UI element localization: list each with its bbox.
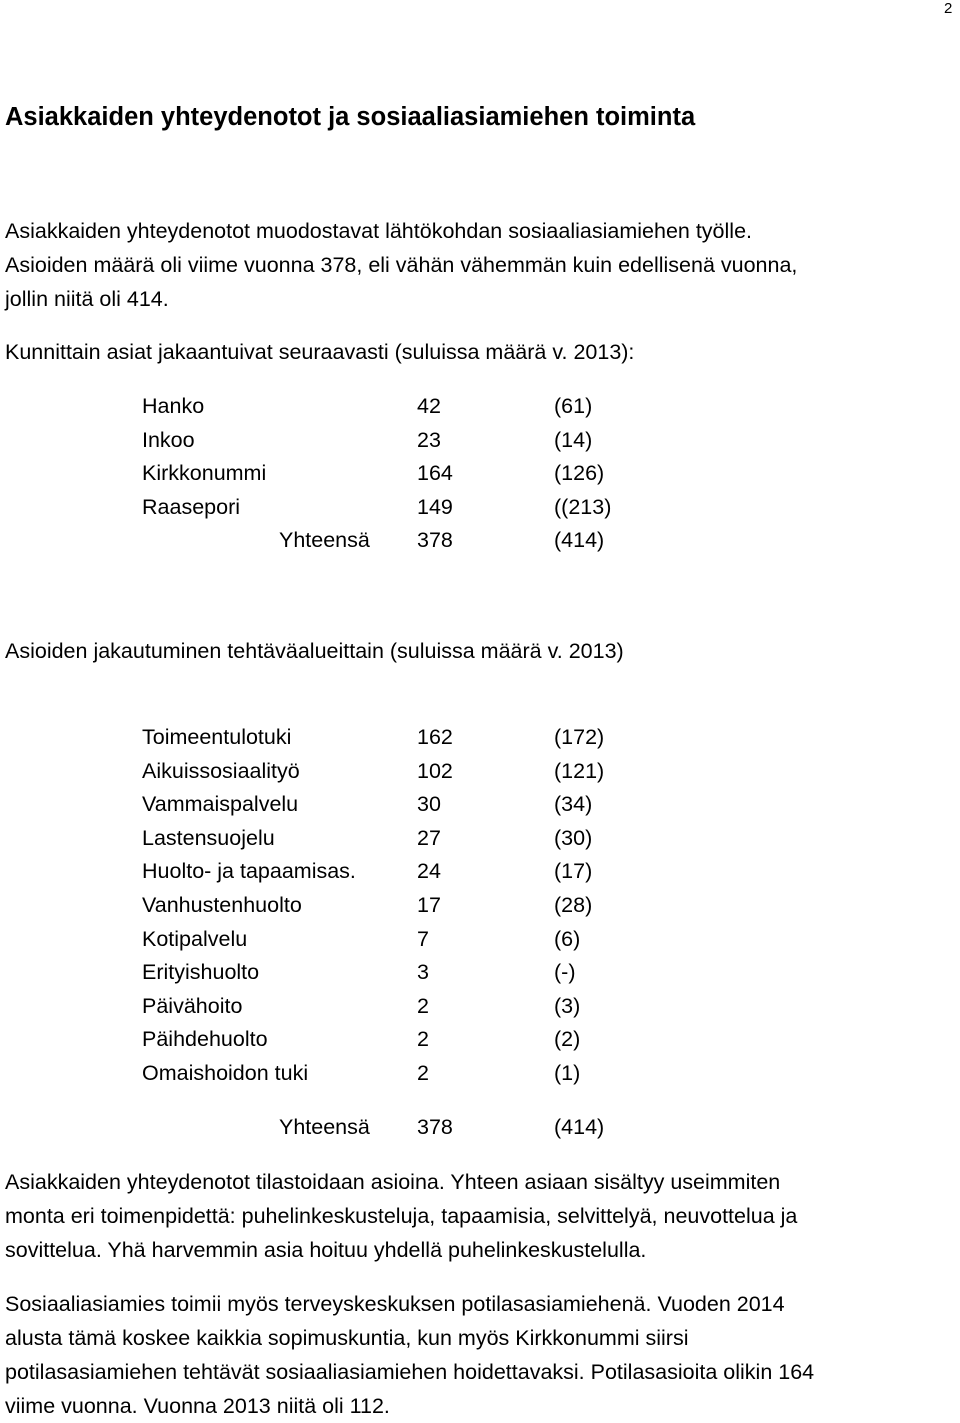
row-value: 30	[417, 792, 441, 817]
row-value: 24	[417, 859, 441, 884]
row-name: Kotipalvelu	[142, 926, 248, 951]
row-name: Päihdehuolto	[142, 1027, 268, 1052]
total-label: Yhteensä	[279, 528, 370, 553]
row-value: 3	[417, 960, 429, 985]
paragraph-line: monta eri toimenpidettä: puhelinkeskusteluja, tapaamisia, selvittelyä, neuvottelua ja	[5, 1204, 798, 1228]
row-name: Kirkkonummi	[142, 461, 267, 486]
paragraph-line: potilasasiamiehen tehtävät sosiaaliasiamiehen hoidettavaksi. Potilasasioita olikin 164	[5, 1360, 815, 1384]
row-value: 2	[417, 1060, 429, 1085]
row-previous: (126)	[554, 461, 605, 486]
intro-paragraph	[5, 214, 797, 316]
total-previous: (414)	[554, 528, 605, 553]
task-heading: Asioiden jakautuminen tehtäväalueittain (suluissa määrä v. 2013)	[5, 639, 624, 663]
row-name: Omaishoidon tuki	[142, 1060, 309, 1085]
row-previous: (17)	[554, 859, 593, 884]
statistics-paragraph	[5, 1165, 797, 1267]
row-value: 23	[417, 427, 441, 452]
intro-line: Asiakkaiden yhteydenotot muodostavat lähtökohdan sosiaaliasiamiehen työlle.	[5, 219, 752, 243]
row-previous: (121)	[554, 758, 605, 783]
row-value: 27	[417, 825, 441, 850]
row-previous: (1)	[554, 1060, 581, 1085]
paragraph-line: viime vuonna. Vuonna 2013 niitä oli 112.	[5, 1394, 390, 1418]
row-name: Inkoo	[142, 427, 195, 452]
intro-line: jollin niitä oli 414.	[5, 287, 169, 311]
intro-line: Asioiden määrä oli viime vuonna 378, eli vähän vähemmän kuin edellisenä vuonna,	[5, 253, 798, 277]
row-value: 149	[417, 494, 453, 519]
row-previous: (3)	[554, 993, 581, 1018]
row-value: 2	[417, 993, 429, 1018]
row-previous: ((213)	[554, 494, 612, 519]
row-previous: (34)	[554, 792, 593, 817]
row-name: Aikuissosiaalityö	[142, 758, 300, 783]
paragraph-line: sovittelua. Yhä harvemmin asia hoituu yhdellä puhelinkeskustelulla.	[5, 1238, 647, 1262]
total-label: Yhteensä	[279, 1114, 370, 1139]
row-previous: (30)	[554, 825, 593, 850]
total-previous: (414)	[554, 1114, 605, 1139]
row-name: Huolto- ja tapaamisas.	[142, 859, 356, 884]
row-name: Lastensuojelu	[142, 825, 275, 850]
row-name: Raasepori	[142, 494, 240, 519]
patient-ombudsman-paragraph	[5, 1287, 814, 1423]
paragraph-line: Sosiaaliasiamies toimii myös terveyskeskuksen potilasasiamiehenä. Vuoden 2014	[5, 1292, 785, 1316]
total-value: 378	[417, 1114, 453, 1139]
row-name: Päivähoito	[142, 993, 243, 1018]
row-previous: (61)	[554, 394, 593, 418]
row-value: 2	[417, 1027, 429, 1052]
page-number: 2	[944, 0, 953, 17]
row-previous: (28)	[554, 892, 593, 917]
row-name: Toimeentulotuki	[142, 725, 292, 749]
row-name: Vanhustenhuolto	[142, 892, 302, 917]
row-value: 42	[417, 394, 441, 418]
paragraph-line: alusta tämä koskee kaikkia sopimuskuntia, kun myös Kirkkonummi siirsi	[5, 1326, 689, 1350]
row-previous: (172)	[554, 725, 605, 749]
row-value: 17	[417, 892, 441, 917]
municipal-heading: Kunnittain asiat jakaantuivat seuraavasti (suluissa määrä v. 2013):	[5, 340, 635, 364]
row-name: Hanko	[142, 394, 205, 418]
row-previous: (-)	[554, 960, 576, 985]
row-value: 7	[417, 926, 429, 951]
paragraph-line: Asiakkaiden yhteydenotot tilastoidaan asioina. Yhteen asiaan sisältyy useimmiten	[5, 1170, 781, 1194]
row-previous: (14)	[554, 427, 593, 452]
total-value: 378	[417, 528, 453, 553]
section-title: Asiakkaiden yhteydenotot ja sosiaaliasiamiehen toiminta	[5, 103, 696, 131]
row-value: 102	[417, 758, 453, 783]
row-previous: (2)	[554, 1027, 581, 1052]
row-value: 164	[417, 461, 453, 486]
row-name: Erityishuolto	[142, 960, 260, 985]
row-value: 162	[417, 725, 453, 749]
row-name: Vammaispalvelu	[142, 792, 299, 817]
row-previous: (6)	[554, 926, 581, 951]
